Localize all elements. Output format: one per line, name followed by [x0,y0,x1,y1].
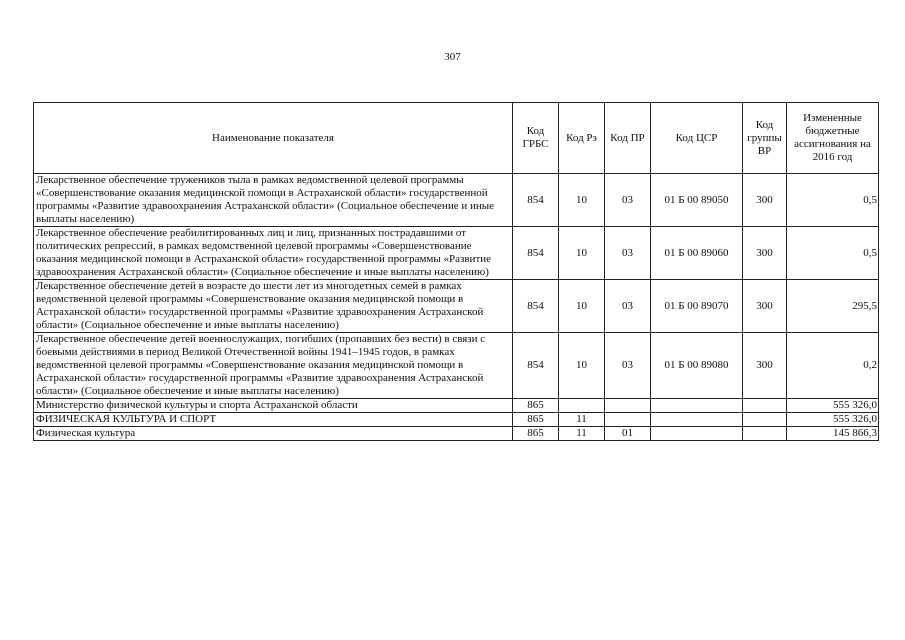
row-grbs: 854 [513,174,559,227]
row-name: Лекарственное обеспечение детей в возрасте до шести лет из многодетных семей в рамках ведомственной целевой программы «Совершенствование оказания медицинской помощи в Астраханской области» государственной программы «Развитие здравоохранения Астраханской области» (Социальное обеспечение и иные выплаты населению) [34,280,513,333]
row-name: Министерство физической культуры и спорта Астраханской области [34,399,513,413]
row-pr: 03 [605,174,651,227]
row-rz: 11 [559,413,605,427]
row-rz: 10 [559,333,605,399]
row-rz: 10 [559,227,605,280]
page-number: 307 [444,51,461,63]
header-grbs: Код ГРБС [513,103,559,174]
row-grbs: 854 [513,333,559,399]
row-amount: 555 326,0 [787,413,879,427]
row-name: Лекарственное обеспечение детей военнослужащих, погибших (пропавших без вести) в связи с боевыми действиями в период Великой Отечественной войны 1941–1945 годов, в рамках ведомственной целевой программы «Совершенствование оказания медицинской помощи в Астраханской области» государственной программы «Развитие здравоохранения Астраханской области» (Социальное обеспечение и иные выплаты населению) [34,333,513,399]
row-amount: 0,5 [787,227,879,280]
row-amount: 555 326,0 [787,399,879,413]
row-name: Лекарственное обеспечение реабилитированных лиц и лиц, признанных пострадавшими от политических репрессий, в рамках ведомственной целевой программы «Совершенствование оказания медицинской помощи в Астраханской области» государственной программы «Развитие здравоохранения Астраханской области» (Социальное обеспечение и иные выплаты населению) [34,227,513,280]
header-rz: Код Рз [559,103,605,174]
row-amount: 145 866,3 [787,427,879,441]
row-pr: 03 [605,227,651,280]
row-grbs: 865 [513,413,559,427]
row-grbs: 854 [513,227,559,280]
row-rz: 11 [559,427,605,441]
row-csr: 01 Б 00 89080 [651,333,743,399]
row-vr: 300 [743,227,787,280]
row-name: Физическая культура [34,427,513,441]
row-csr: 01 Б 00 89070 [651,280,743,333]
row-pr [605,399,651,413]
row-vr [743,427,787,441]
row-csr: 01 Б 00 89060 [651,227,743,280]
table-row [34,427,879,441]
row-grbs: 865 [513,399,559,413]
row-rz: 10 [559,280,605,333]
header-amount: Измененные бюджетные ассигнования на 2016 год [787,103,879,174]
header-name: Наименование показателя [34,103,513,174]
row-pr: 03 [605,333,651,399]
row-vr [743,413,787,427]
table-row [34,174,879,227]
row-csr [651,427,743,441]
header-csr: Код ЦСР [651,103,743,174]
row-csr: 01 Б 00 89050 [651,174,743,227]
row-pr [605,413,651,427]
row-pr: 01 [605,427,651,441]
table-row [34,280,879,333]
row-grbs: 854 [513,280,559,333]
table-row [34,227,879,280]
row-vr [743,399,787,413]
row-vr: 300 [743,333,787,399]
table-header-row [34,103,879,174]
row-csr [651,399,743,413]
table-row [34,333,879,399]
header-pr: Код ПР [605,103,651,174]
row-name: Лекарственное обеспечение тружеников тыла в рамках ведомственной целевой программы «Совершенствование оказания медицинской помощи в Астраханской области» государственной программы «Развитие здравоохранения Астраханской области» (Социальное обеспечение и иные выплаты населению) [34,174,513,227]
budget-table [33,102,879,441]
row-name: ФИЗИЧЕСКАЯ КУЛЬТУРА И СПОРТ [34,413,513,427]
row-vr: 300 [743,174,787,227]
row-amount: 295,5 [787,280,879,333]
row-grbs: 865 [513,427,559,441]
row-pr: 03 [605,280,651,333]
table-row [34,413,879,427]
row-amount: 0,2 [787,333,879,399]
row-csr [651,413,743,427]
row-vr: 300 [743,280,787,333]
header-vr: Код группы ВР [743,103,787,174]
row-amount: 0,5 [787,174,879,227]
row-rz: 10 [559,174,605,227]
row-rz [559,399,605,413]
table-row [34,399,879,413]
